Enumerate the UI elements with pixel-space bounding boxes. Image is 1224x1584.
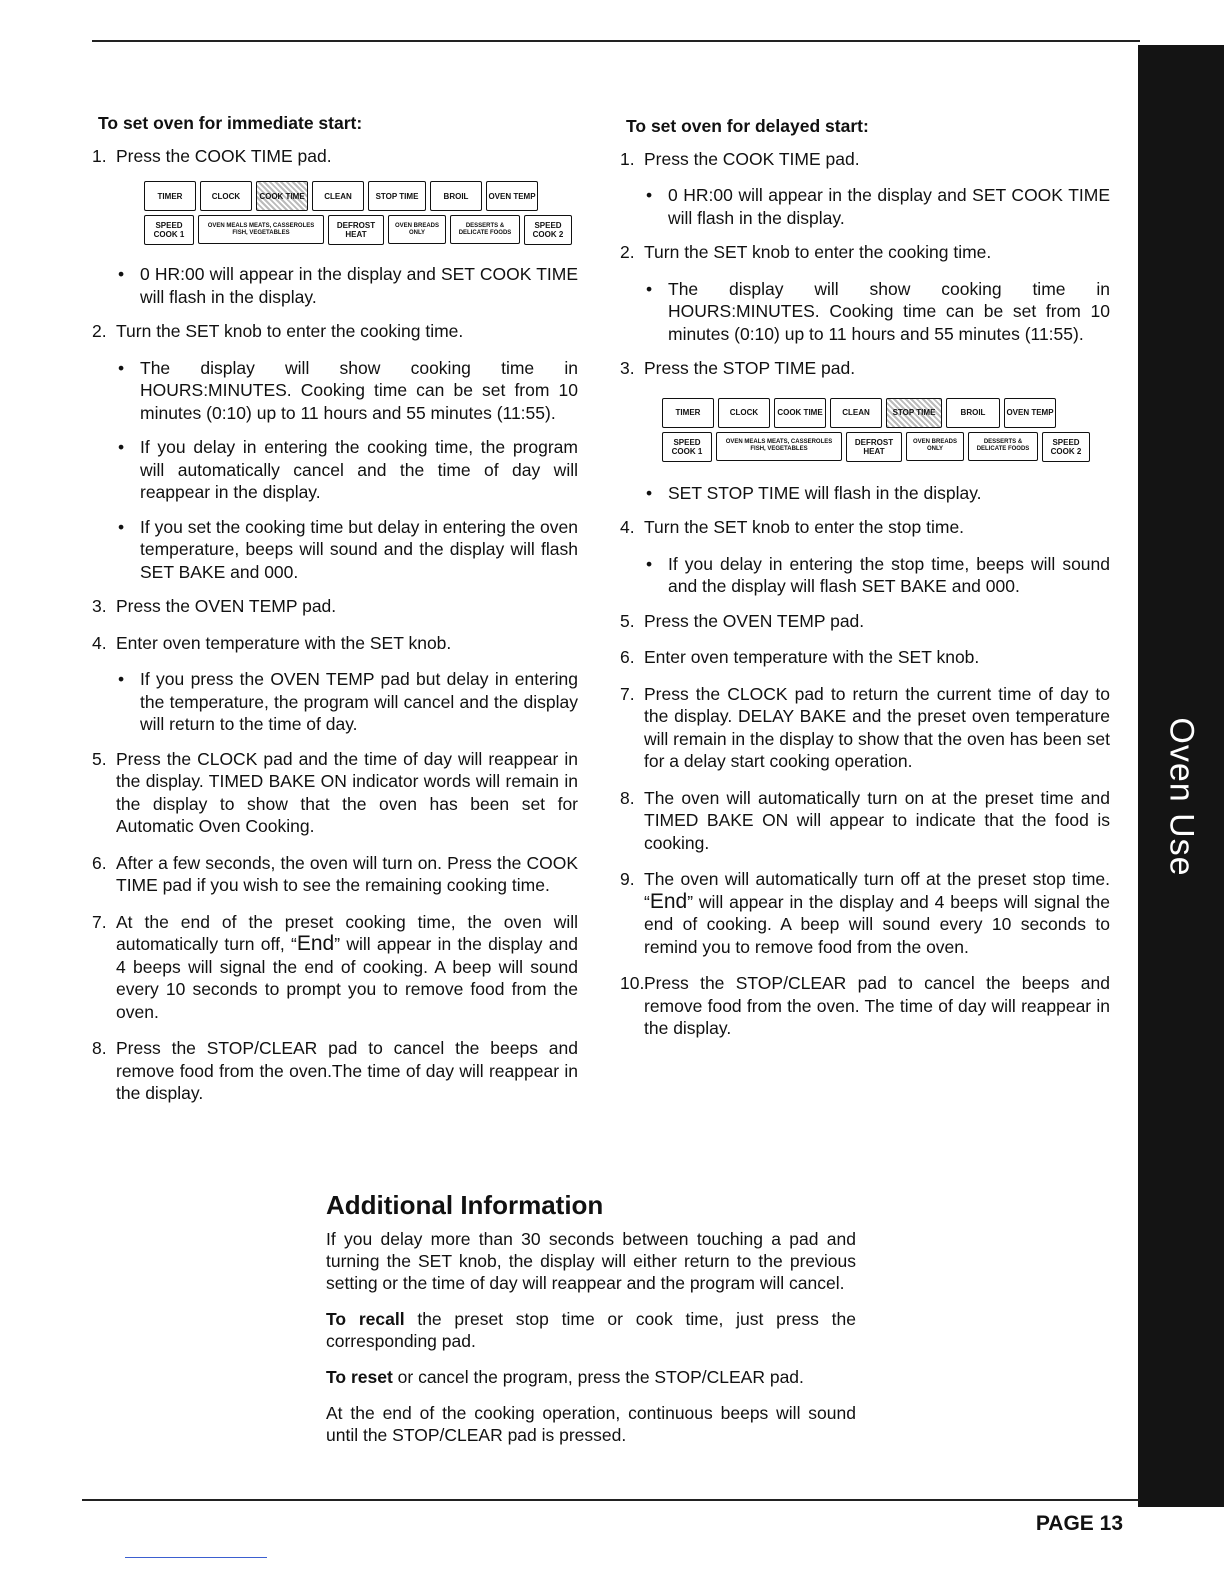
- note-text: If you delay in entering the cooking time, the program will automatically cancel and the time of day will reappear in the display.: [140, 437, 578, 502]
- note: • If you delay in entering the cooking time, the program will automatically cancel and the time of day will reappear in the display.: [118, 437, 578, 502]
- end-display-word: End: [649, 889, 688, 913]
- defrost-heat-pad: DEFROST HEAT: [846, 432, 902, 462]
- step-number: 1.: [620, 148, 635, 169]
- broil-pad: BROIL: [946, 398, 1000, 428]
- footer-link-underline: [125, 1557, 267, 1558]
- step-number: 2.: [620, 242, 635, 262]
- step: [620, 148, 1110, 171]
- desserts-pad: DESSERTS & DELICATE FOODS: [450, 215, 520, 244]
- step-text: Turn the SET knob to enter the stop time.: [644, 517, 965, 537]
- speed-cook-1-pad: SPEED COOK 1: [662, 432, 712, 462]
- note: • SET STOP TIME will flash in the display.: [646, 482, 982, 503]
- clean-pad: CLEAN: [312, 181, 364, 211]
- immediate-start-column: [92, 112, 578, 1119]
- step: [92, 748, 578, 838]
- top-rule: [92, 40, 1140, 42]
- note: • The display will show cooking time in HOURS:MINUTES. Cooking time can be set from 10 minutes (0:10) up to 11 hours and 55 minutes (11:55).: [646, 278, 1110, 344]
- step-number: 4.: [620, 517, 635, 537]
- step: [620, 683, 1110, 773]
- speed-cook-2-pad: SPEED COOK 2: [524, 215, 572, 245]
- step: [92, 1037, 578, 1105]
- info-paragraph: At the end of the cooking operation, continuous beeps will sound until the STOP/CLEAR pad is pressed.: [326, 1403, 856, 1445]
- step: [92, 852, 578, 897]
- step: [620, 610, 1110, 633]
- step-number: 9.: [620, 869, 635, 889]
- delayed-start-heading: To set oven for delayed start:: [626, 116, 869, 136]
- note: • If you set the cooking time but delay in entering the oven temperature, beeps will sound and the display will flash SET BAKE and 000.: [118, 516, 578, 582]
- step-number: 4.: [92, 632, 107, 653]
- step-number: 6.: [92, 852, 107, 873]
- step-text: Press the CLOCK pad and the time of day will reappear in the display. TIMED BAKE ON indicator words will remain in the display to show that the oven has been set for Automatic Oven Cooking.: [116, 748, 578, 836]
- step-text: Press the OVEN TEMP pad.: [644, 610, 865, 631]
- step-number: 8.: [92, 1038, 107, 1058]
- step-number: 7.: [92, 911, 107, 932]
- step-number: 10.: [620, 973, 645, 993]
- reset-label: To reset: [326, 1367, 393, 1387]
- step-text: At the end of the preset cooking time, the oven will automatically turn off, “: [116, 911, 578, 954]
- immediate-start-heading: To set oven for immediate start:: [98, 113, 363, 133]
- cook-time-pad: COOK TIME: [256, 181, 308, 211]
- note: • 0 HR:00 will appear in the display and SET COOK TIME will flash in the display.: [118, 264, 578, 307]
- timer-pad: TIMER: [144, 181, 196, 211]
- step-number: 3.: [620, 358, 635, 378]
- clean-pad: CLEAN: [830, 398, 882, 428]
- step: [620, 516, 1110, 539]
- clock-pad: CLOCK: [718, 398, 770, 428]
- delayed-start-column: [620, 115, 1110, 1054]
- recall-text: the preset stop time or cook time, just press the corresponding pad.: [326, 1309, 856, 1351]
- speed-cook-2-pad: SPEED COOK 2: [1042, 432, 1090, 462]
- step-number: 7.: [620, 683, 635, 704]
- oven-temp-pad: OVEN TEMP: [1004, 398, 1056, 428]
- additional-information-title: Additional Information: [326, 1190, 604, 1220]
- step: [620, 241, 1110, 264]
- section-tab-label: Oven Use: [1162, 717, 1201, 877]
- step: [620, 787, 1110, 855]
- step-text: The oven will automatically turn on at the preset time and TIMED BAKE ON will appear to indicate that the food is cooking.: [644, 787, 1110, 853]
- step-text: Press the STOP/CLEAR pad to cancel the beeps and remove food from the oven. The time of day will reappear in the display.: [644, 973, 1110, 1038]
- note-text: The display will show cooking time in HOURS:MINUTES. Cooking time can be set from 10 minutes (0:10) up to 11 hours and 55 minutes (11:55).: [140, 357, 578, 423]
- step: [620, 868, 1110, 958]
- step-text: Press the CLOCK pad to return the current time of day to the display. DELAY BAKE and the preset oven temperature will remain in the display to show that the oven has been set for a delay start cooking operation.: [644, 683, 1110, 771]
- step-number: 1.: [92, 145, 107, 166]
- recall-label: To recall: [326, 1309, 405, 1329]
- step-text: Press the OVEN TEMP pad.: [116, 596, 337, 616]
- step: [620, 646, 1110, 669]
- oven-breads-pad: OVEN BREADS ONLY: [388, 215, 446, 244]
- step: [92, 145, 578, 168]
- note: • If you press the OVEN TEMP pad but delay in entering the temperature, the program will cancel and the display will return to the time of day.: [118, 669, 578, 734]
- step-text: The oven will automatically turn off at the preset stop time. “: [644, 869, 1110, 912]
- step-number: 6.: [620, 647, 635, 667]
- oven-breads-pad: OVEN BREADS ONLY: [906, 432, 964, 461]
- step: [620, 357, 1110, 380]
- note: • The display will show cooking time in HOURS:MINUTES. Cooking time can be set from 10 minutes (0:10) up to 11 hours and 55 minutes (11:55).: [118, 357, 578, 423]
- stop-time-pad: STOP TIME: [886, 398, 942, 428]
- step-number: 5.: [92, 748, 107, 769]
- info-paragraph: [326, 1366, 856, 1388]
- broil-pad: BROIL: [430, 181, 482, 211]
- oven-meals-pad: OVEN MEALS MEATS, CASSEROLES FISH, VEGETABLES: [198, 215, 324, 244]
- note-text: SET STOP TIME will flash in the display.: [668, 482, 982, 503]
- step-number: 3.: [92, 596, 107, 616]
- step-text: Enter oven temperature with the SET knob.: [116, 632, 452, 653]
- step-text: Turn the SET knob to enter the cooking time.: [116, 321, 464, 341]
- stop-time-pad: STOP TIME: [368, 181, 426, 211]
- note: • If you delay in entering the stop time, beeps will sound and the display will flash SET BAKE and 000.: [646, 553, 1110, 596]
- end-display-word: End: [296, 932, 335, 955]
- additional-information-section: [326, 1190, 856, 1460]
- reset-text: or cancel the program, press the STOP/CLEAR pad.: [392, 1367, 804, 1387]
- note: • 0 HR:00 will appear in the display and SET COOK TIME will flash in the display.: [646, 185, 1110, 228]
- control-panel-diagram: [662, 398, 1110, 462]
- step-text: After a few seconds, the oven will turn on. Press the COOK TIME pad if you wish to see the remaining cooking time.: [116, 852, 578, 895]
- step: [92, 911, 578, 1024]
- step-text: ” will appear in the display and 4 beeps will signal the end of cooking. A beep will sound every 10 seconds to remind you to remove food from the oven.: [644, 891, 1110, 957]
- note-text: 0 HR:00 will appear in the display and SET COOK TIME will flash in the display.: [668, 185, 1110, 228]
- oven-meals-pad: OVEN MEALS MEATS, CASSEROLES FISH, VEGETABLES: [716, 432, 842, 461]
- step-text: Enter oven temperature with the SET knob.: [644, 647, 980, 667]
- page-number: PAGE 13: [1035, 1512, 1123, 1535]
- step-text: Press the COOK TIME pad.: [644, 148, 860, 169]
- timer-pad: TIMER: [662, 398, 714, 428]
- step-number: 5.: [620, 610, 635, 631]
- step-text: Turn the SET knob to enter the cooking time.: [644, 242, 992, 262]
- step: [92, 320, 578, 343]
- note-text: If you delay in entering the stop time, beeps will sound and the display will flash SET BAKE and 000.: [668, 553, 1110, 596]
- cook-time-pad: COOK TIME: [774, 398, 826, 428]
- clock-pad: CLOCK: [200, 181, 252, 211]
- step: [92, 632, 578, 655]
- note-text: If you set the cooking time but delay in entering the oven temperature, beeps will sound and the display will flash SET BAKE and 000.: [140, 516, 578, 582]
- speed-cook-1-pad: SPEED COOK 1: [144, 215, 194, 245]
- defrost-heat-pad: DEFROST HEAT: [328, 215, 384, 245]
- note-text: If you press the OVEN TEMP pad but delay in entering the temperature, the program will cancel and the display will return to the time of day.: [140, 669, 578, 734]
- info-paragraph: If you delay more than 30 seconds between touching a pad and turning the SET knob, the display will either return to the previous setting or the time of day will reappear and the program will cancel.: [326, 1229, 856, 1293]
- control-panel-diagram: [144, 181, 578, 245]
- desserts-pad: DESSERTS & DELICATE FOODS: [968, 432, 1038, 461]
- note-text: The display will show cooking time in HOURS:MINUTES. Cooking time can be set from 10 minutes (0:10) up to 11 hours and 55 minutes (11:55).: [668, 278, 1110, 344]
- info-paragraph: [326, 1308, 856, 1352]
- bottom-rule: [82, 1499, 1140, 1501]
- step-number: 2.: [92, 321, 107, 341]
- step-text: Press the COOK TIME pad.: [116, 145, 332, 166]
- step: [620, 972, 1110, 1040]
- step-text: ” will appear in the display and 4 beeps will signal the end of cooking. A beep will sound every 10 seconds to prompt you to remove food from the oven.: [116, 934, 578, 1022]
- note-text: 0 HR:00 will appear in the display and SET COOK TIME will flash in the display.: [140, 264, 578, 307]
- step-number: 8.: [620, 787, 635, 808]
- step-text: Press the STOP TIME pad.: [644, 358, 856, 378]
- step: [92, 595, 578, 618]
- step-text: Press the STOP/CLEAR pad to cancel the beeps and remove food from the oven.The time of day will reappear in the display.: [116, 1038, 578, 1103]
- oven-temp-pad: OVEN TEMP: [486, 181, 538, 211]
